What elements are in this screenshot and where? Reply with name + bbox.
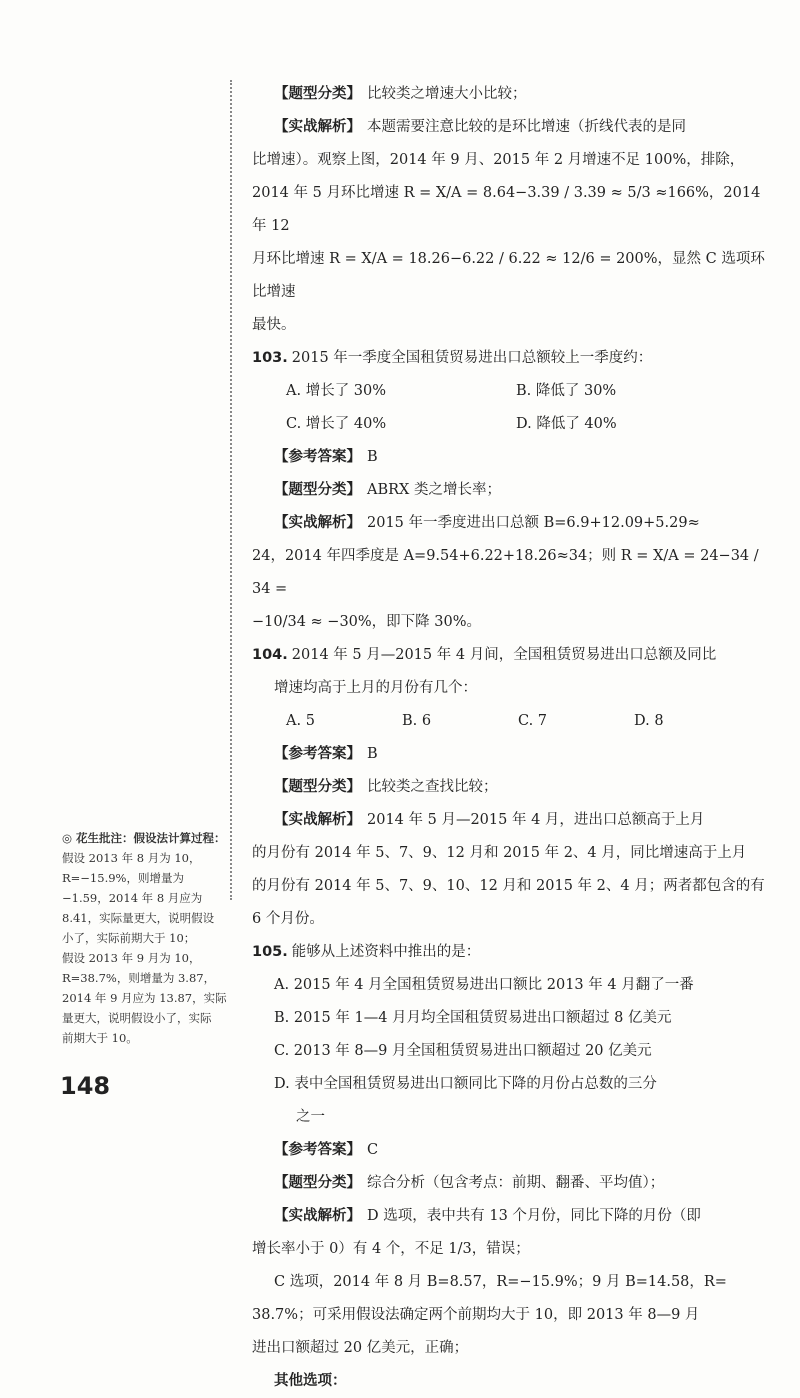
margin-note-heading: ◎ 花生批注：假设法计算过程：	[62, 831, 226, 845]
answer-line	[252, 1134, 772, 1167]
question-105	[252, 936, 772, 969]
analysis-line	[252, 507, 772, 540]
section-tag: 【实战解析】	[274, 1208, 361, 1224]
section-tag: 【实战解析】	[274, 119, 361, 135]
line-text: 本题需要注意比较的是环比增速（折线代表的是同	[367, 119, 686, 135]
option-b: B. 6	[402, 713, 432, 729]
margin-note-line: 假设 2013 年 8 月为 10，	[62, 851, 201, 865]
analysis-line	[252, 804, 772, 837]
line-text: 比较类之增速大小比较；	[367, 86, 527, 102]
type-line	[252, 771, 772, 804]
margin-note-line: 8.41，实际量更大，说明假设	[62, 911, 215, 925]
question-stem: 能够从上述资料中推出的是：	[291, 944, 481, 960]
analysis-line: 增长率小于 0）有 4 个，不足 1/3，错误；	[252, 1241, 530, 1257]
text-line: 月环比增速 R = X/A = 18.26−6.22 / 6.22 ≈ 12/6 = 200%，显然 C 选项环比增速	[252, 251, 765, 300]
type-line	[252, 474, 772, 507]
margin-note	[62, 828, 232, 1048]
option-b: B. 2015 年 1—4 月月均全国租赁贸易进出口额超过 8 亿美元	[274, 1010, 672, 1026]
option-b: B. 降低了 30%	[516, 383, 617, 399]
section-tag: 【实战解析】	[274, 515, 361, 531]
text-line: 比增速）。观察上图，2014 年 9 月、2015 年 2 月增速不足 100%，排除，	[252, 152, 745, 168]
section-tag: 【题型分类】	[274, 86, 361, 102]
option-d: D. 8	[634, 713, 664, 729]
margin-note-line: R=38.7%，则增量为 3.87，	[62, 971, 216, 985]
text-line: 最快。	[252, 317, 296, 333]
type-line	[252, 1167, 772, 1200]
options-row	[252, 705, 772, 738]
analysis-line: −10/34 ≈ −30%，即下降 30%。	[252, 614, 482, 630]
analysis-text: 2014 年 5 月—2015 年 4 月，进出口总额高于上月	[367, 812, 705, 828]
answer-value: B	[367, 746, 378, 762]
option-d: D. 表中全国租赁贸易进出口额同比下降的月份占总数的三分	[274, 1076, 657, 1092]
margin-note-line: 小了，实际前期大于 10；	[62, 931, 196, 945]
answer-value: C	[367, 1142, 379, 1158]
type-value: 比较类之查找比较；	[367, 779, 498, 795]
margin-note-line: 前期大于 10。	[62, 1031, 138, 1045]
question-104	[252, 639, 772, 672]
question-stem: 2015 年一季度全国租赁贸易进出口总额较上一季度约：	[291, 350, 653, 366]
question-number: 104.	[252, 647, 288, 663]
margin-note-line: 假设 2013 年 9 月为 10，	[62, 951, 201, 965]
main-column	[252, 78, 772, 1398]
options-row	[252, 375, 772, 408]
margin-note-line: 2014 年 9 月应为 13.87，实际	[62, 991, 227, 1005]
question-stem-cont: 增速均高于上月的月份有几个：	[274, 680, 477, 696]
option-c: C. 增长了 40%	[286, 416, 387, 432]
section-tag: 【参考答案】	[274, 746, 361, 762]
analysis-line: 38.7%；可采用假设法确定两个前期均大于 10，即 2013 年 8—9 月	[252, 1307, 700, 1323]
section-tag: 【实战解析】	[274, 812, 361, 828]
analysis-line: C 选项，2014 年 8 月 B=8.57，R=−15.9%；9 月 B=14.58，R=	[274, 1274, 727, 1290]
analysis-text: D 选项，表中共有 13 个月份，同比下降的月份（即	[367, 1208, 701, 1224]
option-c: C. 2013 年 8—9 月全国租赁贸易进出口额超过 20 亿美元	[274, 1043, 652, 1059]
option-d: D. 降低了 40%	[516, 416, 617, 432]
option-d-cont: 之一	[296, 1109, 325, 1125]
section-tag: 【参考答案】	[274, 449, 361, 465]
question-number: 105.	[252, 944, 288, 960]
option-a: A. 5	[286, 713, 315, 729]
question-number: 103.	[252, 350, 288, 366]
analysis-line	[252, 1200, 772, 1233]
type-value: ABRX 类之增长率；	[367, 482, 501, 498]
option-a: A. 增长了 30%	[286, 383, 387, 399]
margin-divider	[230, 80, 240, 900]
analysis-line: 的月份有 2014 年 5、7、9、12 月和 2015 年 2、4 月，同比增速高于上月	[252, 845, 747, 861]
margin-note-line: −1.59，2014 年 8 月应为	[62, 891, 203, 905]
text-line: 2014 年 5 月环比增速 R = X/A = 8.64−3.39 / 3.39 ≈ 5/3 ≈166%，2014 年 12	[252, 185, 761, 234]
answer-line	[252, 738, 772, 771]
analysis-line: 24，2014 年四季度是 A=9.54+6.22+18.26≈34；则 R = X/A = 24−34 / 34 =	[252, 548, 759, 597]
page-number: 148	[60, 1072, 111, 1100]
margin-note-line: 量更大，说明假设小了，实际	[62, 1011, 212, 1025]
analysis-text: 2015 年一季度进出口总额 B=6.9+12.09+5.29≈	[367, 515, 700, 531]
section-tag: 【题型分类】	[274, 482, 361, 498]
answer-value: B	[367, 449, 378, 465]
margin-note-line: R=−15.9%，则增量为	[62, 871, 184, 885]
option-a: A. 2015 年 4 月全国租赁贸易进出口额比 2013 年 4 月翻了一番	[274, 977, 694, 993]
text-line	[252, 78, 772, 111]
answer-line	[252, 441, 772, 474]
options-row	[252, 408, 772, 441]
other-options-heading	[252, 1365, 772, 1398]
question-103	[252, 342, 772, 375]
text-line	[252, 111, 772, 144]
other-options-label: 其他选项：	[274, 1373, 347, 1389]
question-stem: 2014 年 5 月—2015 年 4 月间，全国租赁贸易进出口总额及同比	[291, 647, 717, 663]
section-tag: 【题型分类】	[274, 1175, 361, 1191]
type-value: 综合分析（包含考点：前期、翻番、平均值）；	[367, 1175, 665, 1191]
analysis-line: 的月份有 2014 年 5、7、9、10、12 月和 2015 年 2、4 月；两者都包含的有	[252, 878, 765, 894]
option-c: C. 7	[518, 713, 548, 729]
analysis-line: 6 个月份。	[252, 911, 324, 927]
analysis-line: 进出口额超过 20 亿美元，正确；	[252, 1340, 469, 1356]
section-tag: 【参考答案】	[274, 1142, 361, 1158]
section-tag: 【题型分类】	[274, 779, 361, 795]
